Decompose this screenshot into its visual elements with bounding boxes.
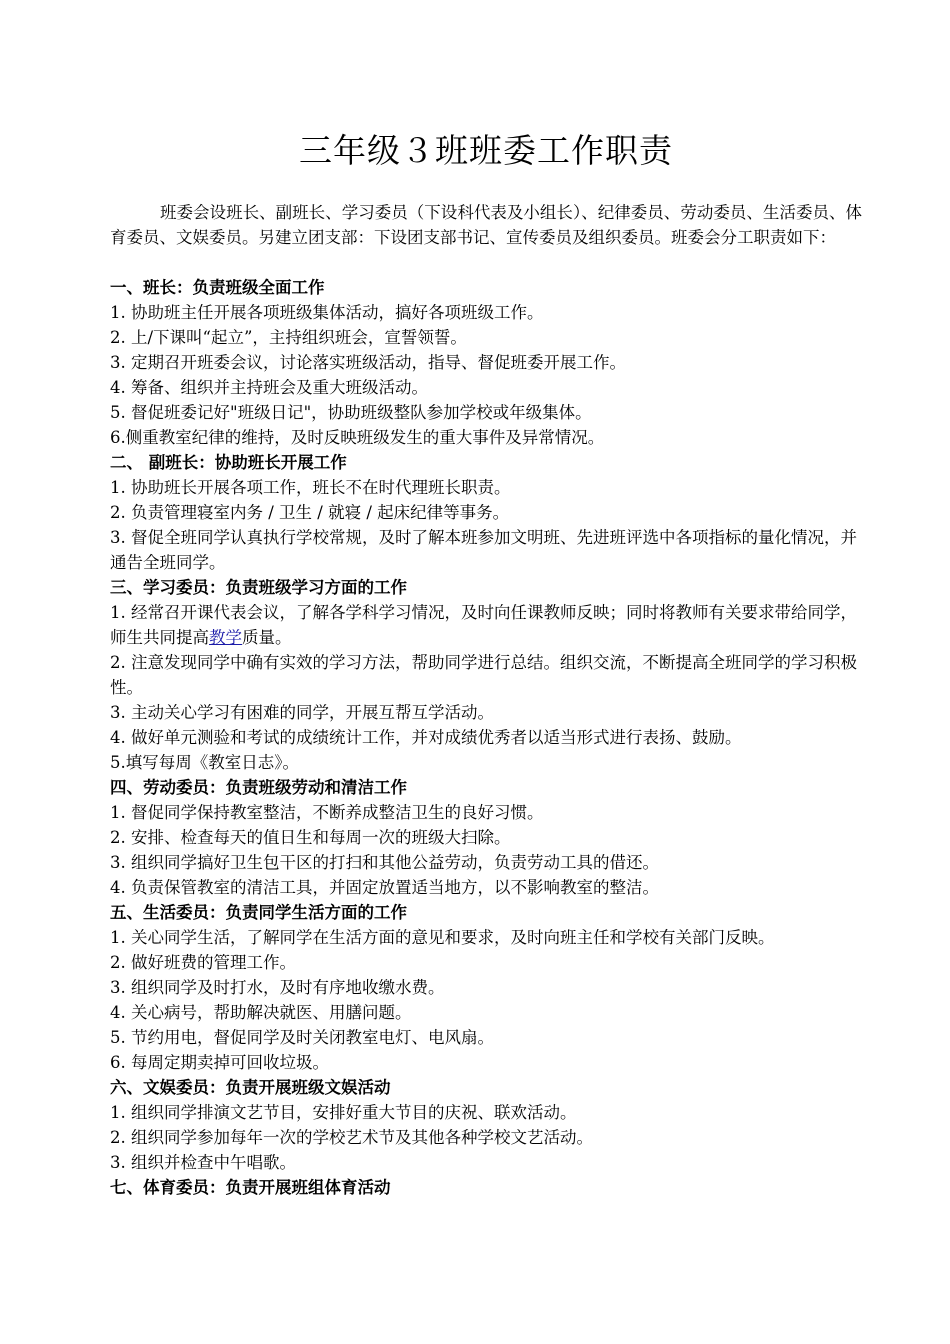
list-item: 1. 组织同学排演文艺节目，安排好重大节目的庆祝、联欢活动。 — [110, 1103, 577, 1122]
section-monitor — [110, 275, 862, 450]
document-page — [110, 128, 862, 1200]
list-item: 3. 定期召开班委会议，讨论落实班级活动，指导、督促班委开展工作。 — [110, 353, 626, 372]
section-study-committee — [110, 575, 862, 775]
list-item: 3. 督促全班同学认真执行学校常规，及时了解本班参加文明班、先进班评选中各项指标的量化情况，并通告全班同学。 — [110, 528, 857, 572]
section-heading: 六、文娱委员：负责开展班级文娱活动 — [110, 1078, 391, 1097]
list-item: 2. 负责管理寝室内务 / 卫生 / 就寝 / 起床纪律等事务。 — [110, 503, 510, 522]
item-text: 质量。 — [242, 628, 292, 647]
section-entertainment-committee — [110, 1075, 862, 1175]
list-item: 6. 每周定期卖掉可回收垃圾。 — [110, 1053, 329, 1072]
page-title: 三年级３班班委工作职责 — [299, 131, 673, 170]
section-sports-committee — [110, 1175, 862, 1200]
list-item: 1. 关心同学生活，了解同学在生活方面的意见和要求，及时向班主任和学校有关部门反映。 — [110, 928, 775, 947]
list-item: 3. 组织同学及时打水，及时有序地收缴水费。 — [110, 978, 445, 997]
section-heading: 一、班长：负责班级全面工作 — [110, 278, 325, 297]
list-item: 2. 注意发现同学中确有实效的学习方法，帮助同学进行总结。组织交流，不断提高全班同学的学习积极性。 — [110, 653, 857, 697]
list-item: 4. 负责保管教室的清洁工具，并固定放置适当地方，以不影响教室的整洁。 — [110, 878, 659, 897]
list-item: 3. 组织并检查中午唱歌。 — [110, 1153, 296, 1172]
list-item: 1. 协助班主任开展各项班级集体活动，搞好各项班级工作。 — [110, 303, 544, 322]
section-labor-committee — [110, 775, 862, 900]
section-vice-monitor — [110, 450, 862, 575]
list-item: 2. 上/下课叫“起立”，主持组织班会，宣誓领誓。 — [110, 328, 467, 347]
list-item: 2. 组织同学参加每年一次的学校艺术节及其他各种学校文艺活动。 — [110, 1128, 593, 1147]
list-item: 5. 督促班委记好"班级日记"，协助班级整队参加学校或年级集体。 — [110, 403, 592, 422]
list-item: 5.填写每周《教室日志》。 — [110, 753, 299, 772]
section-life-committee — [110, 900, 862, 1075]
teaching-link[interactable]: 教学 — [209, 628, 242, 647]
list-item — [110, 600, 862, 650]
list-item: 1. 督促同学保持教室整洁，不断养成整洁卫生的良好习惯。 — [110, 803, 544, 822]
section-heading: 七、体育委员：负责开展班组体育活动 — [110, 1178, 391, 1197]
item-text: 1. 经常召开课代表会议，了解各学科学习情况，及时向任课教师反映；同时将教师有关要求带给同学，师生共同提高 — [110, 603, 857, 647]
section-heading: 三、学习委员：负责班级学习方面的工作 — [110, 578, 407, 597]
list-item: 6.侧重教室纪律的维持，及时反映班级发生的重大事件及异常情况。 — [110, 428, 605, 447]
list-item: 5. 节约用电，督促同学及时关闭教室电灯、电风扇。 — [110, 1028, 494, 1047]
list-item: 1. 协助班长开展各项工作，班长不在时代理班长职责。 — [110, 478, 511, 497]
section-heading: 五、生活委员：负责同学生活方面的工作 — [110, 903, 407, 922]
section-heading: 二、 副班长：协助班长开展工作 — [110, 453, 347, 472]
list-item: 3. 主动关心学习有困难的同学，开展互帮互学活动。 — [110, 703, 494, 722]
intro-paragraph: 班委会设班长、副班长、学习委员（下设科代表及小组长）、纪律委员、劳动委员、生活委员、体育委员、文娱委员。另建立团支部：下设团支部书记、宣传委员及组织委员。班委会分工职责如下： — [110, 203, 862, 247]
list-item: 3. 组织同学搞好卫生包干区的打扫和其他公益劳动，负责劳动工具的借还。 — [110, 853, 659, 872]
list-item: 4. 筹备、组织并主持班会及重大班级活动。 — [110, 378, 428, 397]
blank-line — [110, 250, 862, 275]
list-item: 2. 安排、检查每天的值日生和每周一次的班级大扫除。 — [110, 828, 511, 847]
list-item: 4. 做好单元测验和考试的成绩统计工作，并对成绩优秀者以适当形式进行表扬、鼓励。 — [110, 728, 742, 747]
section-heading: 四、劳动委员：负责班级劳动和清洁工作 — [110, 778, 407, 797]
list-item: 4. 关心病号，帮助解决就医、用膳问题。 — [110, 1003, 412, 1022]
list-item: 2. 做好班费的管理工作。 — [110, 953, 296, 972]
